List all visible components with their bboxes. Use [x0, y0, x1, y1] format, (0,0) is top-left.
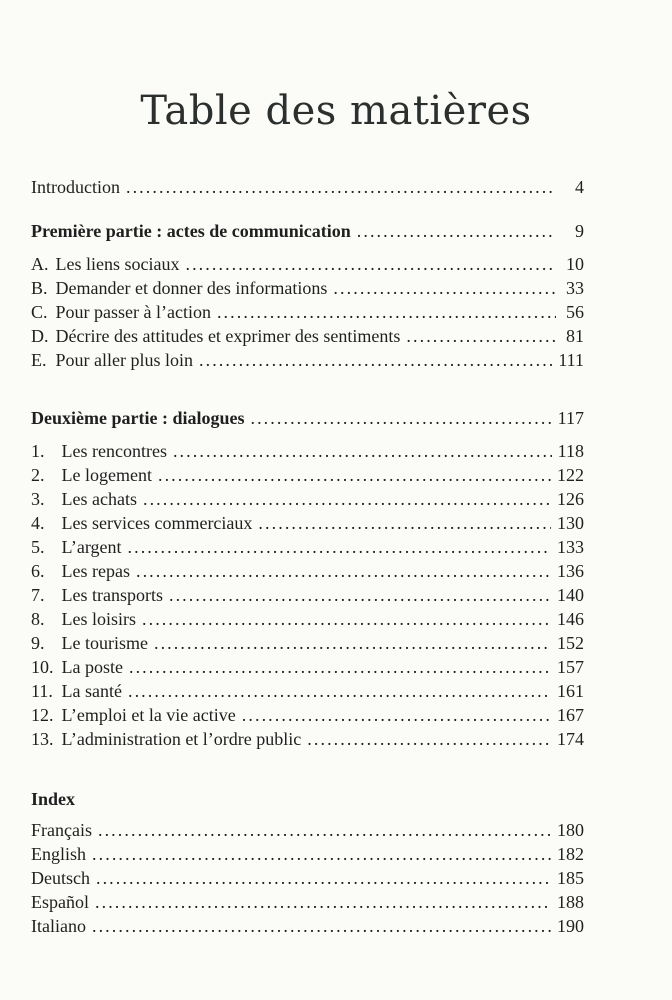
toc-entry-text: Les loisirs	[61, 609, 136, 629]
toc-entry-label: Introduction	[31, 177, 120, 197]
toc-entry-page: 81	[566, 326, 584, 346]
toc-entry[interactable]	[31, 866, 584, 890]
dot-leader	[258, 511, 551, 535]
toc-part1-heading[interactable]	[31, 219, 584, 243]
dot-leader	[307, 727, 551, 751]
toc-entry-page: 190	[557, 916, 584, 936]
toc-entry[interactable]	[31, 276, 584, 300]
toc-entry-label	[31, 866, 90, 890]
dot-leader	[154, 631, 551, 655]
toc-entry-page: 185	[557, 868, 584, 888]
toc-entry-number: 8.	[31, 609, 45, 629]
dot-leader	[250, 406, 551, 430]
toc-entry-introduction[interactable]	[31, 175, 584, 199]
toc-entry-text: Español	[31, 892, 89, 912]
toc-entry[interactable]	[31, 487, 584, 511]
toc-entry-label	[31, 324, 400, 348]
toc-entry-text: La poste	[61, 657, 123, 677]
toc-entry-label	[31, 583, 163, 607]
toc-entry[interactable]	[31, 583, 584, 607]
toc-entry-label	[31, 842, 86, 866]
toc-entry[interactable]	[31, 463, 584, 487]
toc-entry-page: 56	[566, 302, 584, 322]
toc-entry-page: 167	[557, 705, 584, 725]
toc-entry-page: 188	[557, 892, 584, 912]
toc-entry-page: 117	[557, 408, 584, 428]
toc-entry[interactable]	[31, 439, 584, 463]
toc-entry-label	[31, 631, 148, 655]
toc-entry-label	[31, 655, 123, 679]
toc-entry-label	[31, 703, 236, 727]
toc-entry-page: 133	[557, 537, 584, 557]
toc-entry-text: Pour aller plus loin	[55, 350, 193, 370]
toc-entry[interactable]	[31, 535, 584, 559]
toc-entry-page: 10	[566, 254, 584, 274]
dot-leader	[173, 439, 552, 463]
toc-entry-number: 11.	[31, 681, 53, 701]
toc-entry[interactable]	[31, 559, 584, 583]
toc-entry-page: 126	[557, 489, 584, 509]
dot-leader	[357, 219, 556, 243]
toc-entry-label	[31, 559, 130, 583]
toc-entry-label	[31, 276, 327, 300]
toc-entry-text: Les achats	[61, 489, 137, 509]
toc-entry-number: 5.	[31, 537, 45, 557]
toc-entry-text: Deutsch	[31, 868, 90, 888]
dot-leader	[92, 914, 551, 938]
toc-entry-page: 130	[557, 513, 584, 533]
toc-entry-page: 9	[575, 221, 584, 241]
toc-entry[interactable]	[31, 631, 584, 655]
toc-entry-page: 111	[558, 350, 584, 370]
dot-leader	[92, 842, 551, 866]
toc-entry-text: Décrire des attitudes et exprimer des sentiments	[55, 326, 401, 346]
toc-entry-text: Les services commerciaux	[61, 513, 253, 533]
toc-entry[interactable]	[31, 252, 584, 276]
toc-entry-label	[31, 348, 193, 372]
dot-leader	[158, 463, 551, 487]
toc-entry[interactable]	[31, 511, 584, 535]
toc-entry-text: Demander et donner des informations	[55, 278, 328, 298]
dot-leader	[128, 679, 551, 703]
dot-leader	[242, 703, 551, 727]
dot-leader	[96, 866, 551, 890]
toc-entry-text: L’administration et l’ordre public	[61, 729, 302, 749]
toc-entry-page: 33	[566, 278, 584, 298]
toc-entry-label	[31, 463, 152, 487]
toc-entry-page: 152	[557, 633, 584, 653]
page-title: Table des matières	[140, 88, 532, 134]
toc-entry-text: Le tourisme	[61, 633, 148, 653]
toc-entry-page: 182	[557, 844, 584, 864]
toc-entry-number: A.	[31, 254, 49, 274]
dot-leader	[95, 890, 551, 914]
toc-entry-text: Les repas	[61, 561, 130, 581]
toc-entry[interactable]	[31, 607, 584, 631]
toc-entry-number: 12.	[31, 705, 54, 725]
toc-entry[interactable]	[31, 703, 584, 727]
toc-entry-page: 122	[557, 465, 584, 485]
dot-leader	[126, 175, 556, 199]
toc-entry[interactable]	[31, 679, 584, 703]
toc-entry-page: 157	[557, 657, 584, 677]
toc-entry-page: 140	[557, 585, 584, 605]
toc-entry-page: 118	[557, 441, 584, 461]
toc-entry-number: E.	[31, 350, 47, 370]
dot-leader	[199, 348, 552, 372]
toc-entry-text: Français	[31, 820, 92, 840]
dot-leader	[136, 559, 551, 583]
toc-entry-number: 7.	[31, 585, 45, 605]
toc-entry[interactable]	[31, 914, 584, 938]
toc-entry-page: 161	[557, 681, 584, 701]
toc-entry-number: 13.	[31, 729, 54, 749]
toc-entry-page: 174	[557, 729, 584, 749]
toc-entry-text: Italiano	[31, 916, 86, 936]
dot-leader	[128, 535, 552, 559]
toc-entry-label	[31, 439, 167, 463]
toc-entry-label	[31, 727, 301, 751]
toc-entry[interactable]	[31, 842, 584, 866]
toc-entry-text: La santé	[61, 681, 122, 701]
toc-entry[interactable]	[31, 324, 584, 348]
toc-entry-text: Les transports	[61, 585, 163, 605]
dot-leader	[143, 487, 551, 511]
part-title: Première partie : actes de communication	[31, 221, 351, 241]
toc-entry-label	[31, 511, 252, 535]
toc-entry-text: English	[31, 844, 87, 864]
toc-entry-page: 180	[557, 820, 584, 840]
toc-entry[interactable]	[31, 655, 584, 679]
toc-entry-page: 146	[557, 609, 584, 629]
toc-entry-text: Les rencontres	[61, 441, 167, 461]
toc-entry-page: 136	[557, 561, 584, 581]
toc-entry-label	[31, 679, 122, 703]
toc-entry-label	[31, 487, 137, 511]
part-title: Deuxième partie : dialogues	[31, 408, 245, 428]
toc-entry-text: L’emploi et la vie active	[61, 705, 236, 725]
toc-entry-number: 6.	[31, 561, 45, 581]
toc-entry-label	[31, 890, 89, 914]
toc-entry-number: 2.	[31, 465, 45, 485]
toc-entry-number: 3.	[31, 489, 45, 509]
toc-part2-heading[interactable]	[31, 406, 584, 430]
toc-entry-label	[31, 607, 136, 631]
dot-leader	[169, 583, 551, 607]
toc-entry[interactable]	[31, 348, 584, 372]
dot-leader	[142, 607, 551, 631]
toc-entry-number: 4.	[31, 513, 45, 533]
toc-entry[interactable]	[31, 300, 584, 324]
toc-entry-page: 4	[575, 177, 584, 197]
toc-entry[interactable]	[31, 727, 584, 751]
toc-entry-number: 10.	[31, 657, 54, 677]
toc-entry-label	[31, 914, 86, 938]
toc-entry-label	[31, 252, 179, 276]
toc-entry-number: C.	[31, 302, 48, 322]
toc-entry-number: 9.	[31, 633, 45, 653]
dot-leader	[217, 300, 556, 324]
toc-entry-label	[31, 818, 92, 842]
toc-entry-text: Pour passer à l’action	[55, 302, 211, 322]
toc-entry[interactable]	[31, 890, 584, 914]
dot-leader	[129, 655, 551, 679]
dot-leader	[406, 324, 556, 348]
toc-entry-text: L’argent	[61, 537, 122, 557]
toc-entry-label	[31, 535, 122, 559]
toc-entry-label	[31, 300, 211, 324]
toc-entry-number: B.	[31, 278, 48, 298]
dot-leader	[333, 276, 556, 300]
toc-entry[interactable]	[31, 818, 584, 842]
toc-entry-number: D.	[31, 326, 49, 346]
toc-entry-text: Le logement	[61, 465, 152, 485]
dot-leader	[185, 252, 556, 276]
dot-leader	[98, 818, 551, 842]
toc-entry-text: Les liens sociaux	[55, 254, 180, 274]
toc-entry-number: 1.	[31, 441, 45, 461]
index-heading: Index	[31, 789, 76, 809]
